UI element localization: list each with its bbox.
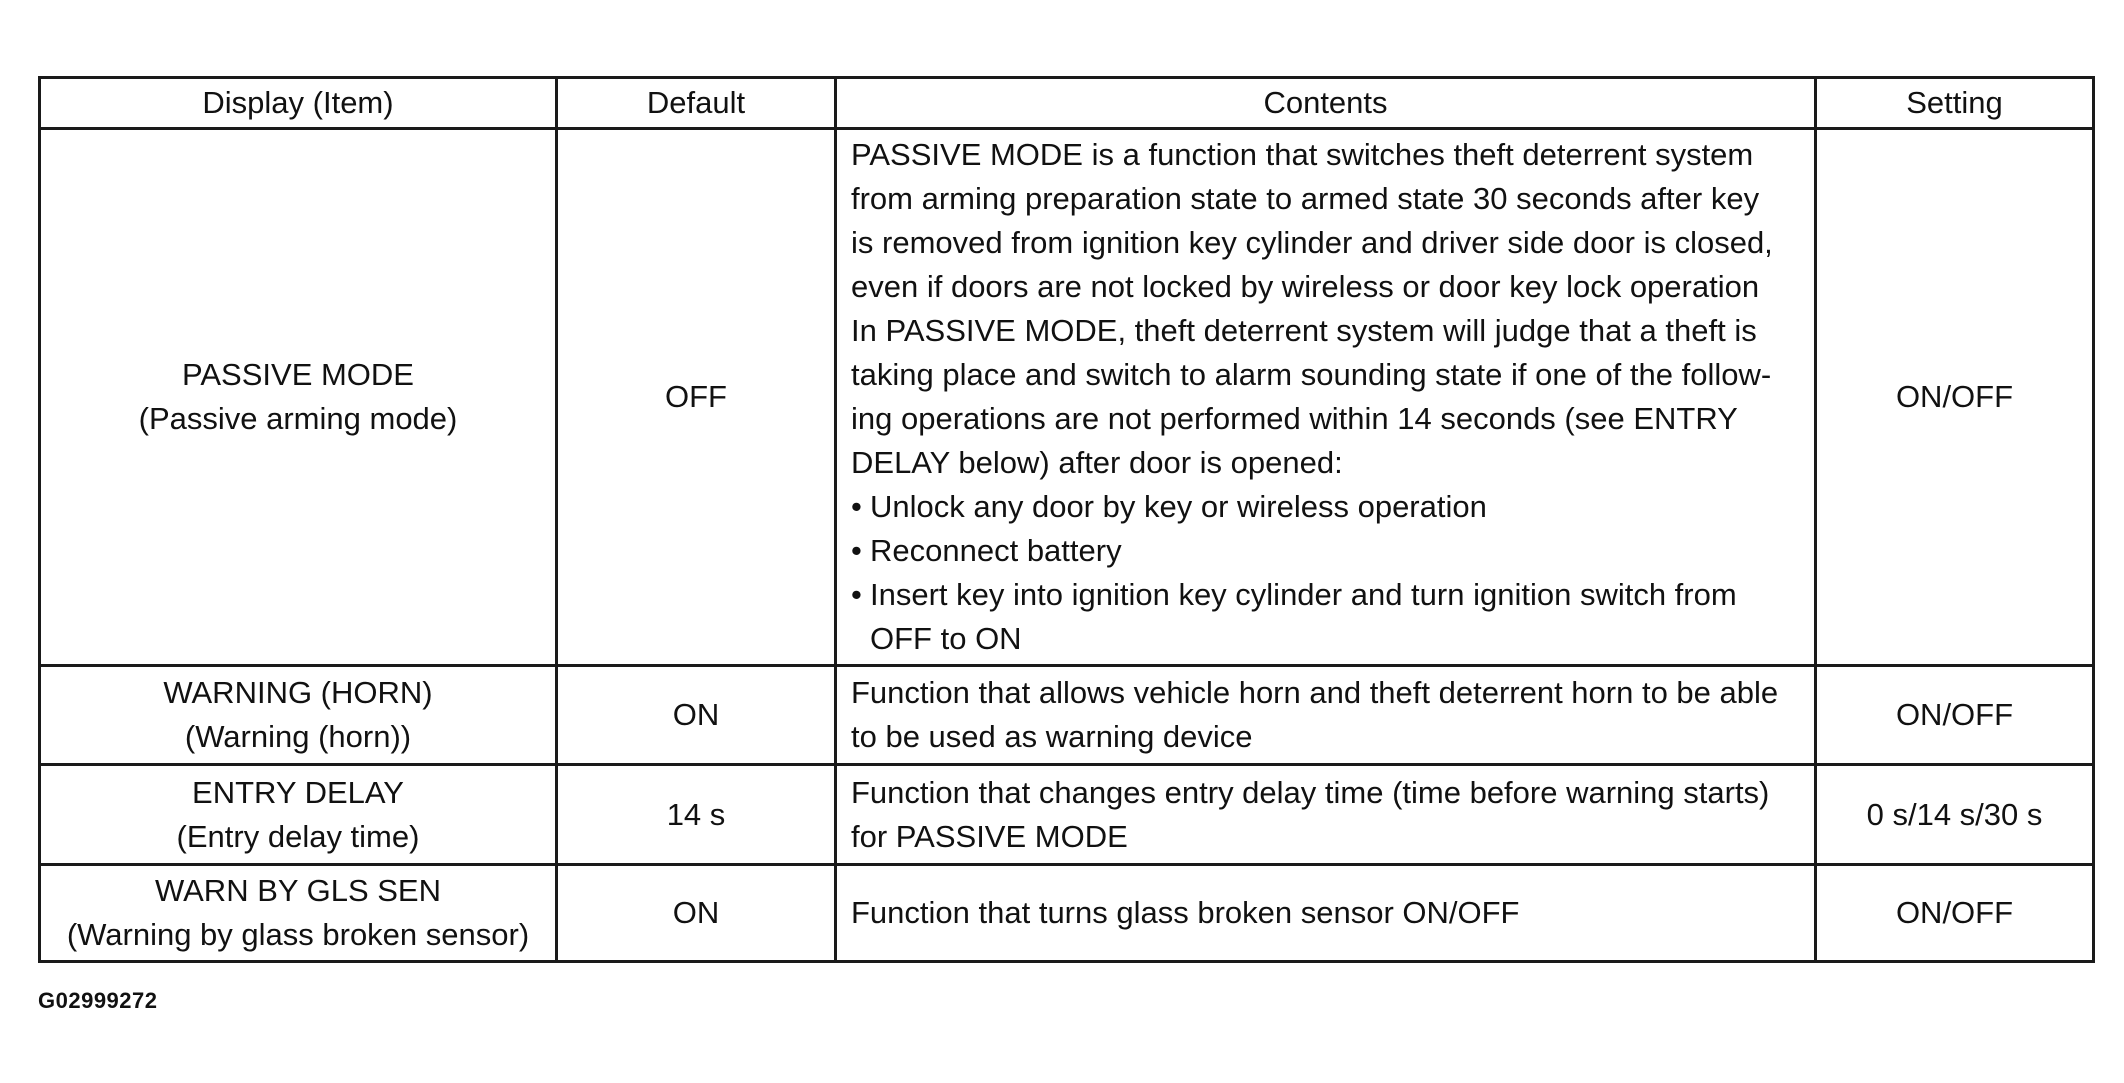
contents-line: DELAY below) after door is opened: (851, 445, 1343, 480)
item-cell (40, 765, 557, 865)
bullet-text: Insert key into ignition key cylinder and turn ignition switch from (870, 577, 1737, 612)
header-setting: Setting (1816, 78, 2094, 129)
table-row (40, 129, 2094, 666)
item-cell (40, 865, 557, 962)
settings-table (38, 76, 2095, 963)
bullet-text: Unlock any door by key or wireless operation (870, 489, 1487, 524)
setting-value: ON/OFF (1816, 129, 2094, 666)
bullet-icon: • (851, 533, 862, 568)
bullet-item (851, 573, 1800, 617)
item-name: WARN BY GLS SEN (155, 873, 441, 908)
table-row (40, 865, 2094, 962)
bullet-icon: • (851, 577, 862, 612)
contents-line: even if doors are not locked by wireless or door key lock operation (851, 269, 1760, 304)
bullet-continuation: OFF to ON (870, 621, 1022, 656)
header-display-item: Display (Item) (40, 78, 557, 129)
default-value: 14 s (557, 765, 836, 865)
default-value: OFF (557, 129, 836, 666)
contents-line: Function that allows vehicle horn and theft deterrent horn to be able (851, 675, 1779, 710)
contents-line: PASSIVE MODE is a function that switches theft deterrent system (851, 137, 1754, 172)
item-name: PASSIVE MODE (182, 357, 414, 392)
setting-value: 0 s/14 s/30 s (1816, 765, 2094, 865)
item-cell (40, 129, 557, 666)
setting-value: ON/OFF (1816, 865, 2094, 962)
contents-line: In PASSIVE MODE, theft deterrent system will judge that a theft is (851, 313, 1757, 348)
default-value: ON (557, 865, 836, 962)
item-name: ENTRY DELAY (192, 774, 404, 810)
header-default: Default (557, 78, 836, 129)
contents-cell (836, 129, 1816, 666)
header-contents: Contents (836, 78, 1816, 129)
contents-line: Function that changes entry delay time (time before warning starts) (851, 774, 1770, 810)
bullet-icon: • (851, 489, 862, 524)
item-description: (Warning (horn)) (184, 719, 412, 754)
bullet-item (851, 529, 1800, 573)
item-name: WARNING (HORN) (163, 675, 433, 710)
contents-line: is removed from ignition key cylinder and driver side door is closed, (851, 225, 1773, 260)
figure-code: G02999272 (38, 988, 158, 1013)
contents-line: from arming preparation state to armed state 30 seconds after key (851, 181, 1760, 216)
contents-line: Function that turns glass broken sensor ON/OFF (851, 895, 1520, 930)
contents-cell (836, 666, 1816, 765)
table-row (40, 765, 2094, 865)
bullet-text: Reconnect battery (870, 533, 1122, 568)
contents-line: for PASSIVE MODE (851, 818, 1128, 854)
bullet-item (851, 485, 1800, 529)
contents-line: taking place and switch to alarm sounding state if one of the follow- (851, 357, 1772, 392)
item-cell (40, 666, 557, 765)
setting-value: ON/OFF (1816, 666, 2094, 765)
contents-cell (836, 765, 1816, 865)
contents-line: to be used as warning device (851, 719, 1253, 754)
item-description: (Passive arming mode) (138, 401, 458, 436)
item-description: (Entry delay time) (176, 818, 420, 854)
table-header-row (40, 78, 2094, 129)
contents-line: ing operations are not performed within 14 seconds (see ENTRY (851, 401, 1738, 436)
contents-cell (836, 865, 1816, 962)
item-description: (Warning by glass broken sensor) (66, 917, 530, 952)
table-row (40, 666, 2094, 765)
default-value: ON (557, 666, 836, 765)
